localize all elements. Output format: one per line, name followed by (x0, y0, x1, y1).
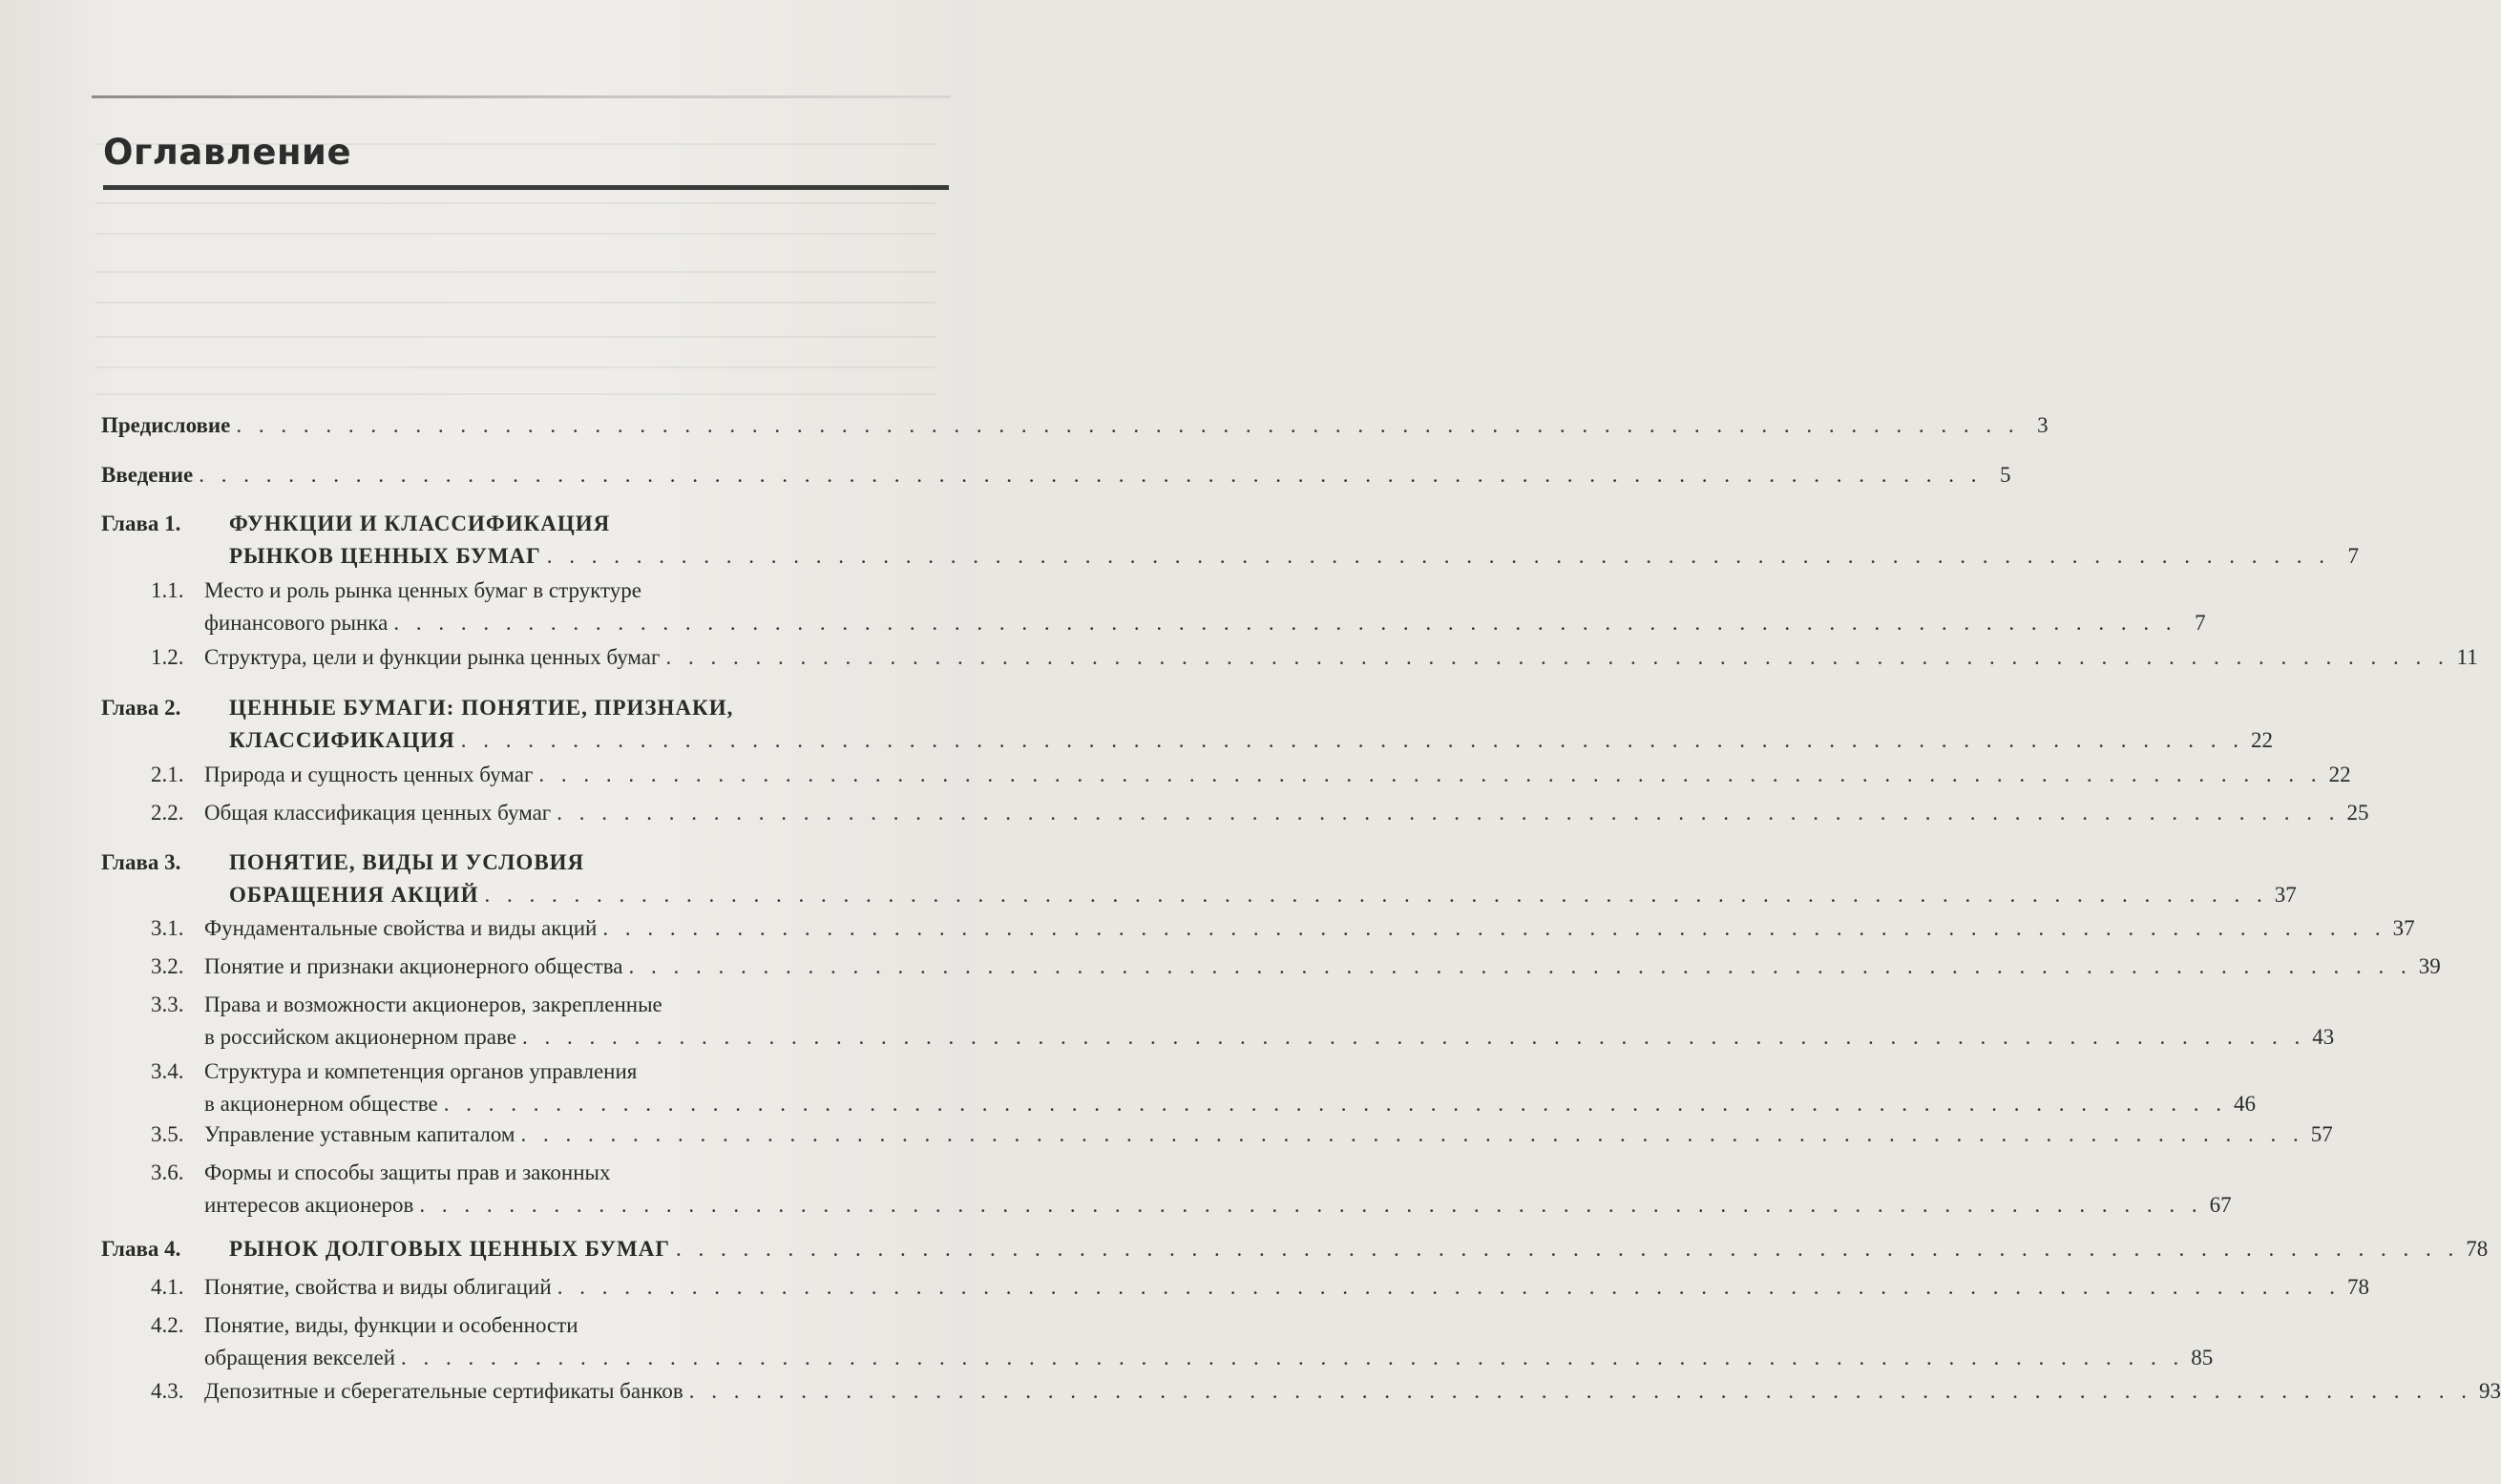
section-title: Общая классификация ценных бумаг (204, 801, 552, 825)
section-title: интересов акционеров (204, 1193, 414, 1217)
page-number: 46 (2233, 1092, 2256, 1116)
dot-leader: . . . . . . . . . . . . . . . . . . . . . . . . . . . . . . . . . . . . . . . . . . . . . . . . . . . . . . . . . . . . . . . . . . . . . . . . . . . . . . . . (460, 728, 2244, 752)
bleed-through-line (95, 233, 935, 235)
page-number: 22 (2328, 763, 2351, 786)
page-number: 7 (2347, 544, 2360, 568)
section-title: Формы и способы защиты прав и законных (204, 1160, 611, 1184)
section-title: в акционерном обществе (204, 1092, 438, 1116)
dot-leader: . . . . . . . . . . . . . . . . . . . . . . . . . . . . . . . . . . . . . . . . . . . . . . . . . . . . . . . . . . . . . . . . . . . . . . . . . . . . . . . . (484, 883, 2268, 907)
page-number: 93 (2479, 1379, 2501, 1403)
page-number: 67 (2209, 1193, 2232, 1217)
section-title: Место и роль рынка ценных бумаг в структуре (204, 578, 641, 602)
section-number: 3.6. (151, 1160, 184, 1184)
dot-leader: . . . . . . . . . . . . . . . . . . . . . . . . . . . . . . . . . . . . . . . . . . . . . . . . . . . . . . . . . . . . . . . . . . . . . . . . . . . . . . . . (675, 1237, 2460, 1261)
section-number: 3.4. (151, 1059, 184, 1083)
page-number: 39 (2418, 954, 2441, 978)
page-number: 78 (2346, 1275, 2369, 1299)
section-number: 1.1. (151, 578, 184, 602)
dot-leader: . . . . . . . . . . . . . . . . . . . . . . . . . . . . . . . . . . . . . . . . . . . . . . . . . . . . . . . . . . . . . . . . . . . . . . . . . . . . . . . . (443, 1092, 2227, 1116)
section-title: финансового рынка (204, 611, 389, 635)
section-number: 4.1. (151, 1275, 184, 1299)
page-number: 7 (2195, 611, 2206, 635)
section-number: 3.3. (151, 993, 184, 1016)
page-top-rule (92, 95, 951, 98)
section-title: Фундаментальные свойства и виды акций (204, 916, 598, 940)
page-number: 25 (2346, 801, 2369, 825)
chapter-title: РЫНОК ДОЛГОВЫХ ЦЕННЫХ БУМАГ (229, 1237, 670, 1261)
section-number: 3.5. (151, 1122, 184, 1146)
chapter-title: ФУНКЦИИ И КЛАССИФИКАЦИЯ (229, 512, 611, 535)
chapter-title: ЦЕННЫЕ БУМАГИ: ПОНЯТИЕ, ПРИЗНАКИ, (229, 696, 734, 720)
chapter-number: Глава 3. (101, 850, 181, 874)
section-title: в российском акционерном праве (204, 1025, 516, 1049)
dot-leader: . . . . . . . . . . . . . . . . . . . . . . . . . . . . . . . . . . . . . . . . . . . . . . . . . . . . . . . . . . . . . . . . . . . . . . . . . . . . . . . . (520, 1122, 2304, 1146)
bleed-through-line (95, 202, 935, 204)
chapter-number: Глава 2. (101, 696, 181, 720)
section-title: Понятие, свойства и виды облигаций (204, 1275, 552, 1299)
dot-leader: . . . . . . . . . . . . . . . . . . . . . . . . . . . . . . . . . . . . . . . . . . . . . . . . . . . . . . . . . . . . . . . . . . . . . . . . . . . . . . . . (602, 916, 2386, 940)
section-number: 2.2. (151, 801, 184, 825)
dot-leader: . . . . . . . . . . . . . . . . . . . . . . . . . . . . . . . . . . . . . . . . . . . . . . . . . . . . . . . . . . . . . . . . . . . . . . . . . . . . . . . . (419, 1193, 2203, 1217)
dot-leader: . . . . . . . . . . . . . . . . . . . . . . . . . . . . . . . . . . . . . . . . . . . . . . . . . . . . . . . . . . . . . . . . . . . . . . . . . . . . . . . . (665, 645, 2449, 669)
section-title: Депозитные и сберегательные сертификаты банков (204, 1379, 683, 1403)
section-number: 1.2. (151, 645, 184, 669)
front-matter-title: Предисловие (101, 413, 231, 437)
bleed-through-line (95, 302, 935, 303)
page-number: 78 (2466, 1237, 2489, 1261)
dot-leader: . . . . . . . . . . . . . . . . . . . . . . . . . . . . . . . . . . . . . . . . . . . . . . . . . . . . . . . . . . . . . . . . . . . . . . . . . . . . . . . . (688, 1379, 2473, 1403)
page-number: 11 (2456, 645, 2478, 669)
section-title: Права и возможности акционеров, закрепленные (204, 993, 662, 1016)
page-number: 57 (2310, 1122, 2333, 1146)
page-number: 37 (2274, 883, 2297, 907)
section-number: 3.2. (151, 954, 184, 978)
dot-leader: . . . . . . . . . . . . . . . . . . . . . . . . . . . . . . . . . . . . . . . . . . . . . . . . . . . . . . . . . . . . . . . . . . . . . . . . . . . . . . . . (557, 1275, 2341, 1299)
dot-leader: . . . . . . . . . . . . . . . . . . . . . . . . . . . . . . . . . . . . . . . . . . . . . . . . . . . . . . . . . . . . . . . . . . . . . . . . . . . . . . . . (236, 413, 2020, 437)
dot-leader: . . . . . . . . . . . . . . . . . . . . . . . . . . . . . . . . . . . . . . . . . . . . . . . . . . . . . . . . . . . . . . . . . . . . . . . . . . . . . . . . (521, 1025, 2306, 1049)
bleed-through-line (95, 336, 935, 338)
bleed-through-line (95, 271, 935, 273)
section-number: 2.1. (151, 763, 184, 786)
dot-leader: . . . . . . . . . . . . . . . . . . . . . . . . . . . . . . . . . . . . . . . . . . . . . . . . . . . . . . . . . . . . . . . . . . . . . . . . . . . . . . . . (557, 801, 2341, 825)
section-title: Понятие и признаки акционерного общества (204, 954, 623, 978)
dot-leader: . . . . . . . . . . . . . . . . . . . . . . . . . . . . . . . . . . . . . . . . . . . . . . . . . . . . . . . . . . . . . . . . . . . . . . . . . . . . . . . . (538, 763, 2322, 786)
section-title: Природа и сущность ценных бумаг (204, 763, 534, 786)
section-number: 4.3. (151, 1379, 184, 1403)
chapter-title: ПОНЯТИЕ, ВИДЫ И УСЛОВИЯ (229, 850, 585, 874)
page-number: 5 (1999, 463, 2011, 487)
dot-leader: . . . . . . . . . . . . . . . . . . . . . . . . . . . . . . . . . . . . . . . . . . . . . . . . . . . . . . . . . . . . . . . . . . . . . . . . . . . . . . . . (546, 544, 2331, 568)
page-number: 3 (2037, 413, 2049, 437)
bleed-through-line (95, 366, 935, 368)
chapter-title: РЫНКОВ ЦЕННЫХ БУМАГ (229, 544, 541, 568)
chapter-number: Глава 4. (101, 1237, 181, 1261)
page-number: 43 (2312, 1025, 2335, 1049)
section-title: Структура, цели и функции рынка ценных бумаг (204, 645, 661, 669)
chapter-title: ОБРАЩЕНИЯ АКЦИЙ (229, 883, 479, 907)
page-number: 85 (2191, 1346, 2214, 1369)
section-title: Структура и компетенция органов управления (204, 1059, 638, 1083)
front-matter-title: Введение (101, 463, 194, 487)
chapter-number: Глава 1. (101, 512, 181, 535)
page-title: Оглавление (103, 132, 352, 173)
dot-leader: . . . . . . . . . . . . . . . . . . . . . . . . . . . . . . . . . . . . . . . . . . . . . . . . . . . . . . . . . . . . . . . . . . . . . . . . . . . . . . . . (401, 1346, 2185, 1369)
page-number: 22 (2250, 728, 2273, 752)
dot-leader: . . . . . . . . . . . . . . . . . . . . . . . . . . . . . . . . . . . . . . . . . . . . . . . . . . . . . . . . . . . . . . . . . . . . . . . . . . . . . . . . (628, 954, 2412, 978)
section-title: Управление уставным капиталом (204, 1122, 515, 1146)
section-title: Понятие, виды, функции и особенности (204, 1313, 578, 1337)
section-number: 3.1. (151, 916, 184, 940)
bleed-through-line (95, 393, 935, 395)
section-title: обращения векселей (204, 1346, 396, 1369)
page-number: 37 (2392, 916, 2415, 940)
dot-leader: . . . . . . . . . . . . . . . . . . . . . . . . . . . . . . . . . . . . . . . . . . . . . . . . . . . . . . . . . . . . . . . . . . . . . . . . . . . . . . . . (393, 611, 2177, 635)
chapter-title: КЛАССИФИКАЦИЯ (229, 728, 455, 752)
title-underline (103, 185, 949, 190)
section-number: 4.2. (151, 1313, 184, 1337)
dot-leader: . . . . . . . . . . . . . . . . . . . . . . . . . . . . . . . . . . . . . . . . . . . . . . . . . . . . . . . . . . . . . . . . . . . . . . . . . . . . . . . . (199, 463, 1983, 487)
